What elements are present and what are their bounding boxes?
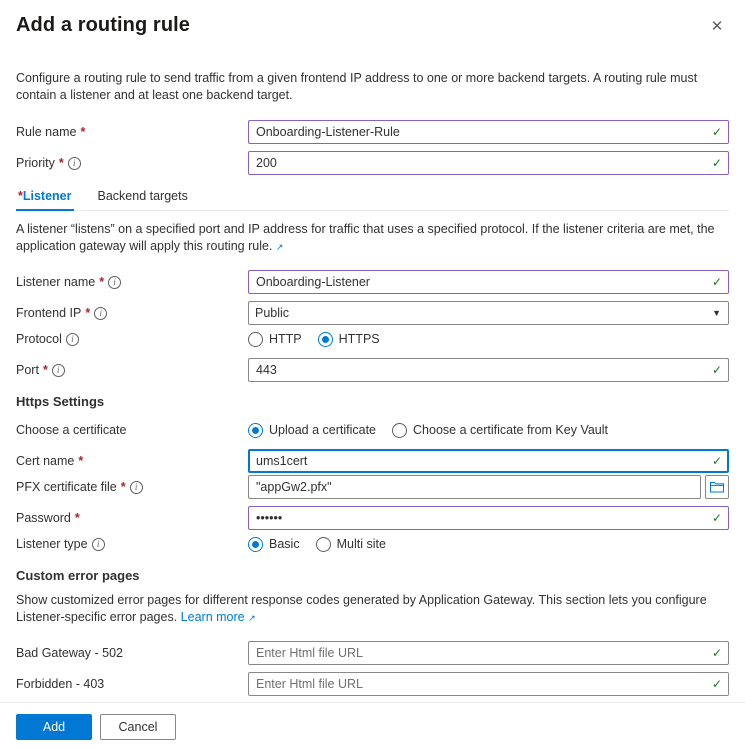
listener-type-radio-group bbox=[248, 533, 729, 555]
port-label-text: Port bbox=[16, 363, 39, 377]
valid-icon: ✓ bbox=[711, 275, 722, 289]
radio-upload-certificate[interactable] bbox=[248, 423, 376, 438]
required-marker: * bbox=[78, 454, 84, 468]
listener-name-label-text: Listener name bbox=[16, 275, 96, 289]
radio-listener-type-multisite-label: Multi site bbox=[336, 537, 386, 551]
required-marker: * bbox=[18, 189, 23, 203]
valid-icon: ✓ bbox=[711, 156, 722, 170]
tab-backend-targets[interactable] bbox=[96, 185, 190, 210]
password-input[interactable] bbox=[248, 506, 729, 530]
protocol-radio-https[interactable] bbox=[318, 332, 380, 347]
required-marker: * bbox=[85, 306, 91, 320]
valid-icon: ✓ bbox=[711, 646, 722, 660]
required-marker: * bbox=[74, 511, 80, 525]
info-icon[interactable]: i bbox=[92, 538, 105, 551]
valid-icon: ✓ bbox=[711, 363, 722, 377]
custom-error-pages-title: Custom error pages bbox=[16, 568, 140, 583]
listener-description-text: A listener “listens” on a specified port and IP address for traffic that uses a specified protocol. If the listener criteria are met, the application gateway will apply this routing rule. bbox=[16, 222, 715, 253]
close-icon[interactable]: ✕ bbox=[705, 14, 729, 38]
cert-name-label bbox=[16, 453, 248, 469]
info-icon[interactable]: i bbox=[52, 364, 65, 377]
protocol-radio-group bbox=[248, 328, 729, 350]
add-button[interactable]: Add bbox=[16, 714, 92, 740]
radio-dot bbox=[316, 537, 331, 552]
choose-certificate-radio-group bbox=[248, 419, 729, 441]
bad-gateway-input[interactable] bbox=[248, 641, 729, 665]
listener-name-input[interactable] bbox=[248, 270, 729, 294]
forbidden-input[interactable] bbox=[248, 672, 729, 696]
rule-name-label-text: Rule name bbox=[16, 125, 77, 139]
panel-description: Configure a routing rule to send traffic from a given frontend IP address to one or more backend targets. A routing rule must contain a listener and at least one backend target. bbox=[16, 71, 698, 102]
custom-error-pages-description bbox=[16, 592, 716, 627]
bad-gateway-row bbox=[16, 641, 729, 665]
frontend-ip-row bbox=[16, 301, 729, 325]
tab-bar bbox=[16, 185, 729, 211]
info-icon[interactable]: i bbox=[130, 481, 143, 494]
external-link-icon[interactable]: ↗ bbox=[275, 242, 284, 252]
panel-header bbox=[0, 0, 745, 44]
radio-dot-selected bbox=[248, 423, 263, 438]
info-icon[interactable]: i bbox=[68, 157, 81, 170]
panel-footer bbox=[0, 702, 745, 750]
cert-name-row bbox=[16, 449, 729, 473]
frontend-ip-label bbox=[16, 305, 248, 321]
valid-icon: ✓ bbox=[711, 511, 722, 525]
radio-dot bbox=[248, 332, 263, 347]
required-marker: * bbox=[42, 363, 48, 377]
protocol-radio-https-label: HTTPS bbox=[338, 332, 380, 346]
radio-upload-certificate-label: Upload a certificate bbox=[269, 423, 377, 437]
password-row bbox=[16, 506, 729, 530]
valid-icon: ✓ bbox=[711, 677, 722, 691]
info-icon[interactable]: i bbox=[66, 333, 79, 346]
learn-more-link[interactable]: Learn more bbox=[180, 610, 245, 624]
listener-description bbox=[16, 221, 716, 256]
radio-dot-selected bbox=[248, 537, 263, 552]
port-input[interactable] bbox=[248, 358, 729, 382]
listener-name-row bbox=[16, 270, 729, 294]
cert-name-input[interactable] bbox=[248, 449, 729, 473]
info-icon[interactable]: i bbox=[108, 276, 121, 289]
radio-dot bbox=[392, 423, 407, 438]
tab-listener-label: Listener bbox=[22, 189, 72, 203]
forbidden-label: Forbidden - 403 bbox=[16, 677, 105, 691]
listener-name-label bbox=[16, 274, 248, 290]
pfx-file-label bbox=[16, 479, 248, 495]
chevron-down-icon: ▼ bbox=[712, 308, 721, 318]
radio-keyvault-certificate[interactable] bbox=[392, 423, 608, 438]
radio-keyvault-certificate-label: Choose a certificate from Key Vault bbox=[413, 423, 609, 437]
port-label bbox=[16, 362, 248, 378]
panel-body bbox=[0, 56, 745, 702]
priority-label bbox=[16, 155, 248, 171]
pfx-file-input[interactable] bbox=[248, 475, 701, 499]
cert-name-label-text: Cert name bbox=[16, 454, 75, 468]
tab-backend-targets-label: Backend targets bbox=[97, 189, 188, 203]
pfx-file-label-text: PFX certificate file bbox=[16, 480, 117, 494]
forbidden-row bbox=[16, 672, 729, 696]
choose-certificate-row bbox=[16, 418, 729, 442]
radio-listener-type-basic[interactable] bbox=[248, 537, 300, 552]
password-label bbox=[16, 510, 248, 526]
pfx-file-row bbox=[16, 475, 729, 499]
frontend-ip-select[interactable] bbox=[248, 301, 729, 325]
radio-listener-type-multisite[interactable] bbox=[316, 537, 386, 552]
rule-name-row bbox=[16, 120, 729, 144]
choose-certificate-label bbox=[16, 422, 248, 438]
listener-type-row bbox=[16, 532, 729, 556]
cancel-button[interactable]: Cancel bbox=[100, 714, 176, 740]
priority-label-text: Priority bbox=[16, 156, 55, 170]
protocol-label-text: Protocol bbox=[16, 332, 62, 346]
required-marker: * bbox=[99, 275, 105, 289]
rule-name-label bbox=[16, 124, 248, 140]
listener-type-label bbox=[16, 536, 248, 552]
listener-type-label-text: Listener type bbox=[16, 537, 88, 551]
custom-error-pages-description-text: Show customized error pages for different response codes generated by Application Gateway. This section lets you configure Listener-specific error pages. bbox=[16, 593, 707, 624]
protocol-radio-http[interactable] bbox=[248, 332, 302, 347]
protocol-row bbox=[16, 327, 729, 351]
frontend-ip-label-text: Frontend IP bbox=[16, 306, 82, 320]
required-marker: * bbox=[80, 125, 86, 139]
page-title: Add a routing rule bbox=[16, 14, 191, 36]
radio-listener-type-basic-label: Basic bbox=[269, 537, 300, 551]
bad-gateway-label: Bad Gateway - 502 bbox=[16, 646, 124, 660]
choose-certificate-label-text: Choose a certificate bbox=[16, 423, 127, 437]
https-settings-title: Https Settings bbox=[16, 394, 105, 409]
priority-input[interactable] bbox=[248, 151, 729, 175]
password-label-text: Password bbox=[16, 511, 71, 525]
port-row bbox=[16, 358, 729, 382]
priority-row bbox=[16, 151, 729, 175]
required-marker: * bbox=[120, 480, 126, 494]
required-marker: * bbox=[58, 156, 64, 170]
protocol-radio-http-label: HTTP bbox=[269, 332, 302, 346]
rule-name-input[interactable] bbox=[248, 120, 729, 144]
valid-icon: ✓ bbox=[711, 454, 722, 468]
info-icon[interactable]: i bbox=[94, 307, 107, 320]
protocol-label bbox=[16, 331, 248, 347]
external-link-icon[interactable]: ↗ bbox=[248, 613, 256, 623]
tab-listener[interactable] bbox=[16, 185, 74, 210]
folder-icon[interactable] bbox=[705, 475, 729, 499]
radio-dot-selected bbox=[318, 332, 333, 347]
valid-icon: ✓ bbox=[711, 125, 722, 139]
